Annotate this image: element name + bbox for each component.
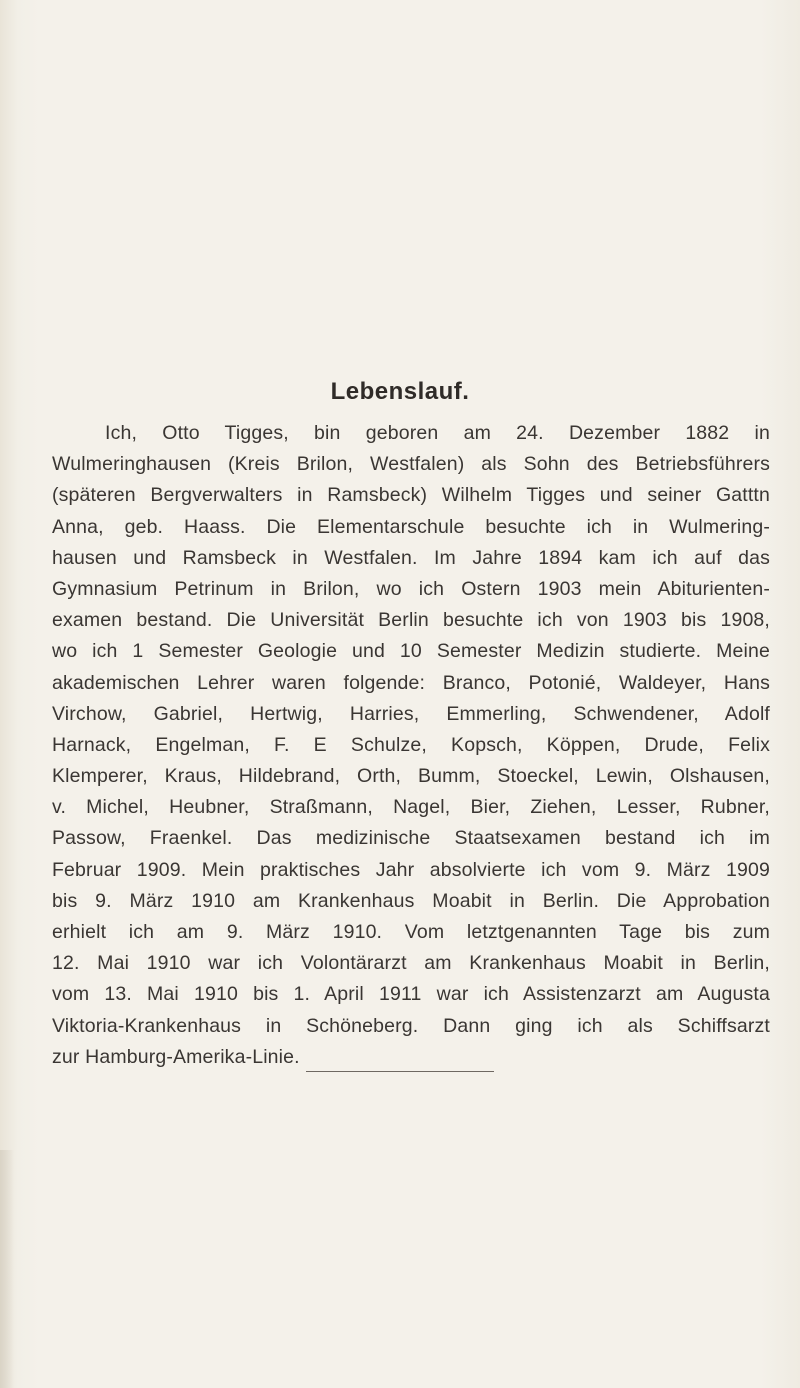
text-line: examen bestand. Die Universität Berlin besuchte ich von 1903 bis 1908, xyxy=(52,609,770,632)
scan-shadow xyxy=(0,1150,14,1388)
text-line: Ich, Otto Tigges, bin geboren am 24. Dezember 1882 in xyxy=(105,422,770,444)
text-line: Anna, geb. Haass. Die Elementarschule besuchte ich in Wulmering- xyxy=(52,515,770,538)
text-line: vom 13. Mai 1910 bis 1. April 1911 war ich Assistenzarzt am Augusta xyxy=(52,983,770,1006)
text-line: 12. Mai 1910 war ich Volontärarzt am Krankenhaus Moabit in Berlin, xyxy=(52,952,770,975)
text-line: hausen und Ramsbeck in Westfalen. Im Jahre 1894 kam ich auf das xyxy=(52,546,770,569)
text-line: (späteren Bergverwalters in Ramsbeck) Wilhelm Tigges und seiner Gatttn xyxy=(52,484,770,507)
text-line: Gymnasium Petrinum in Brilon, wo ich Ostern 1903 mein Abiturienten- xyxy=(52,577,770,600)
text-line: Viktoria-Krankenhaus in Schöneberg. Dann ging ich als Schiffsarzt xyxy=(52,1014,770,1037)
document-title: Lebenslauf. xyxy=(330,378,470,405)
text-line: Wulmeringhausen (Kreis Brilon, Westfalen) als Sohn des Betriebsführers xyxy=(52,453,770,476)
text-line: bis 9. März 1910 am Krankenhaus Moabit in Berlin. Die Approbation xyxy=(52,889,770,912)
text-line: akademischen Lehrer waren folgende: Branco, Potonié, Waldeyer, Hans xyxy=(52,671,770,694)
text-line: Passow, Fraenkel. Das medizinische Staatsexamen bestand ich im xyxy=(52,827,770,850)
biography-paragraph xyxy=(52,418,770,1073)
closing-rule xyxy=(306,1071,494,1072)
text-line: zur Hamburg-Amerika-Linie. xyxy=(52,1045,300,1068)
text-line: Klemperer, Kraus, Hildebrand, Orth, Bumm, Stoeckel, Lewin, Olshausen, xyxy=(52,765,770,788)
text-line: Harnack, Engelman, F. E Schulze, Kopsch, Köppen, Drude, Felix xyxy=(52,733,770,756)
text-line: wo ich 1 Semester Geologie und 10 Semester Medizin studierte. Meine xyxy=(52,640,770,663)
text-line: Februar 1909. Mein praktisches Jahr absolvierte ich vom 9. März 1909 xyxy=(52,858,770,881)
text-line: erhielt ich am 9. März 1910. Vom letztgenannten Tage bis zum xyxy=(52,921,770,943)
text-line: Virchow, Gabriel, Hertwig, Harries, Emmerling, Schwendener, Adolf xyxy=(52,702,770,725)
text-line: v. Michel, Heubner, Straßmann, Nagel, Bier, Ziehen, Lesser, Rubner, xyxy=(52,796,770,819)
